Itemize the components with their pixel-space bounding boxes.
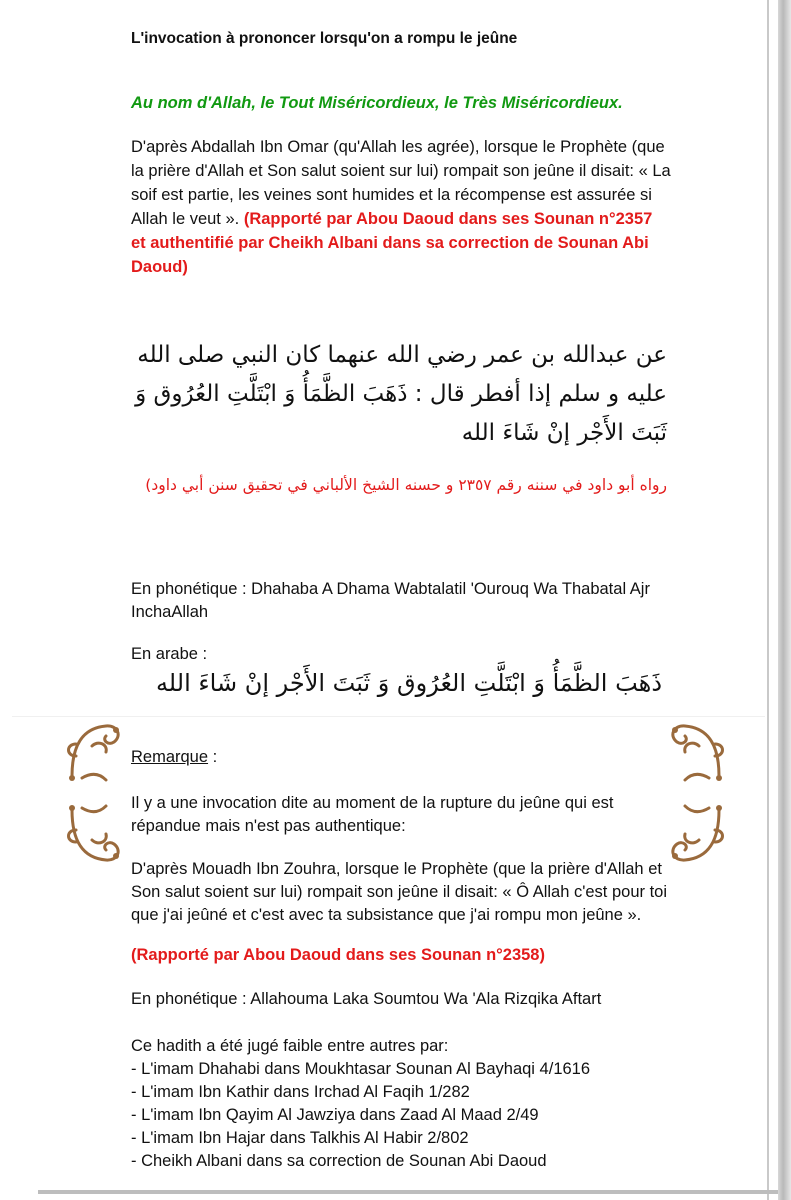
remark-label: Remarque <box>131 748 209 766</box>
flourish-ornament-icon <box>62 716 126 786</box>
list-item: - L'imam Ibn Hajar dans Talkhis Al Habir 2/802 <box>131 1129 469 1147</box>
arabic-label: En arabe : <box>131 645 208 663</box>
list-item: - L'imam Ibn Qayim Al Jawziya dans Zaad Al Maad 2/49 <box>131 1106 539 1124</box>
dua-arabic: ذَهَبَ الظَّمَأُ وَ ابْتَلَّتِ العُرُوق وَ ثَبَتَ الأَجْر إنْ شَاءَ الله <box>155 669 662 697</box>
weak-authorities <box>131 1035 671 1173</box>
mouadh-hadith: D'après Mouadh Ibn Zouhra, lorsque le Prophète (que la prière d'Allah et Son salut soient sur lui) rompait son jeûne il disait: « Ô Allah c'est pour toi que j'ai jeûné et c'est avec ta subsistance que j'ai rompu mon jeûne ». <box>131 860 668 924</box>
hadith-arabic: عن عبدالله بن عمر رضي الله عنهما كان النبي صلى الله عليه و سلم إذا أفطر قال : ذَهَبَ الظَّمَأُ وَ ابْتَلَّتِ العُرُوق وَ ثَبَتَ الأَجْر إنْ شَاءَ الله <box>135 342 667 446</box>
page-bottom-edge <box>38 1190 778 1194</box>
remark-colon: : <box>208 748 218 766</box>
hadith-reference: (Rapporté par Abou Daoud dans ses Sounan n°2357 et authentifié par Cheikh Albani dans sa correction de Sounan Abi Daoud) <box>131 210 653 276</box>
list-item: - Cheikh Albani dans sa correction de Sounan Abi Daoud <box>131 1152 547 1170</box>
mouadh-reference: (Rapporté par Abou Daoud dans ses Sounan n°2358) <box>131 946 545 964</box>
phonetic-1: En phonétique : Dhahaba A Dhama Wabtalatil 'Ourouq Wa Thabatal Ajr InchaAllah <box>131 580 650 621</box>
hadith-french <box>131 135 671 279</box>
flourish-ornament-icon <box>665 716 729 786</box>
weak-list <box>131 1058 671 1173</box>
basmala: Au nom d'Allah, le Tout Miséricordieux, le Très Miséricordieux. <box>131 94 623 112</box>
phonetic-2: En phonétique : Allahouma Laka Soumtou Wa 'Ala Rizqika Aftart <box>131 990 602 1008</box>
weak-intro: Ce hadith a été jugé faible entre autres par: <box>131 1037 449 1055</box>
flourish-ornament-icon <box>62 800 126 870</box>
flourish-ornament-icon <box>665 800 729 870</box>
hadith-arabic-reference: رواه أبو داود في سننه رقم ٢٣٥٧ و حسنه الشيخ الألباني في تحقيق سنن أبي داود) <box>145 476 667 494</box>
page-edge <box>767 0 769 1200</box>
remark-heading <box>131 748 671 767</box>
list-item: - L'imam Ibn Kathir dans Irchad Al Faqih 1/282 <box>131 1083 470 1101</box>
hadith-text: D'après Abdallah Ibn Omar (qu'Allah les agrée), lorsque le Prophète (que la prière d'Allah et Son salut soient sur lui) rompait son jeûne il disait: « La soif est partie, les veines sont humides et la récompense est assurée si Allah le veut ». <box>131 138 671 228</box>
page-title: L'invocation à prononcer lorsqu'on a rompu le jeûne <box>131 30 518 47</box>
remark-text: Il y a une invocation dite au moment de la rupture du jeûne qui est répandue mais n'est pas authentique: <box>131 794 614 835</box>
list-item: - L'imam Dhahabi dans Moukhtasar Sounan Al Bayhaqi 4/1616 <box>131 1060 591 1078</box>
scrollbar-track[interactable] <box>778 0 791 1200</box>
